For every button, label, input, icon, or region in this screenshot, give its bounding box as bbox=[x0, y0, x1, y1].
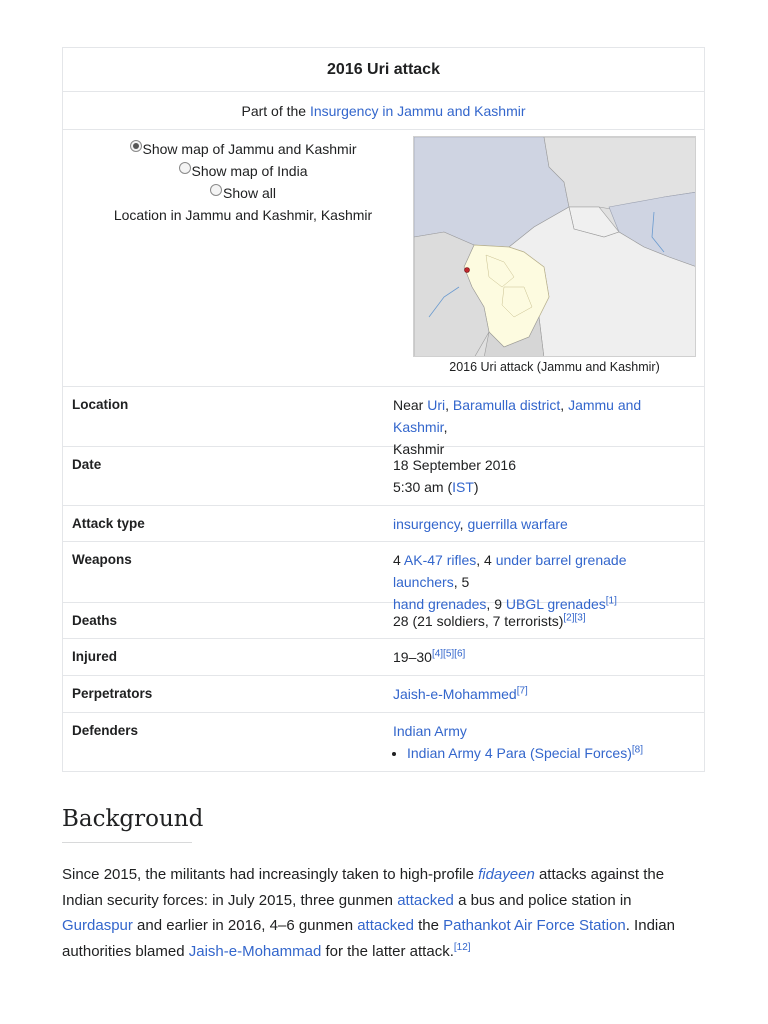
weapons-label: Weapons bbox=[72, 552, 132, 567]
weapon-count: 4 bbox=[393, 552, 404, 568]
deaths-text: 28 (21 soldiers, 7 terrorists) bbox=[393, 613, 564, 629]
map-option-label: Show map of Jammu and Kashmir bbox=[142, 141, 357, 157]
hand-grenades-link[interactable]: hand grenades bbox=[393, 596, 487, 612]
uri-link[interactable]: Uri bbox=[427, 397, 446, 413]
sep: , bbox=[459, 516, 468, 532]
baramulla-link[interactable]: Baramulla district bbox=[452, 397, 561, 413]
defenders-label: Defenders bbox=[72, 723, 139, 738]
date-line1: 18 September 2016 bbox=[393, 457, 516, 473]
sep: , bbox=[445, 397, 453, 413]
row-defenders bbox=[63, 713, 704, 771]
indian-army-link[interactable]: Indian Army bbox=[393, 723, 467, 739]
text: for the latter attack. bbox=[321, 942, 454, 960]
infobox-title: 2016 Uri attack bbox=[63, 48, 704, 92]
reference-link[interactable]: [2][3] bbox=[563, 612, 586, 624]
map-option-jk[interactable] bbox=[73, 138, 413, 160]
pathankot-link[interactable]: Pathankot Air Force Station bbox=[443, 917, 626, 934]
date-value bbox=[384, 444, 704, 505]
attack-type-label: Attack type bbox=[72, 516, 145, 531]
weapon-count: , 4 bbox=[476, 552, 496, 568]
map-option-label: Show all bbox=[223, 185, 276, 201]
text: the bbox=[413, 917, 444, 934]
injured-text: 19–30 bbox=[393, 649, 432, 665]
section-heading: Background bbox=[62, 806, 192, 843]
jaish-link[interactable]: Jaish-e-Mohammed bbox=[393, 686, 517, 702]
ak47-link[interactable]: AK-47 rifles bbox=[403, 552, 477, 568]
attacked-link-1[interactable]: attacked bbox=[397, 891, 454, 909]
reference-link[interactable]: [4][5][6] bbox=[431, 648, 466, 660]
row-injured bbox=[63, 639, 704, 676]
weapons-value bbox=[384, 539, 704, 612]
location-label: Location bbox=[72, 397, 129, 412]
deaths-label: Deaths bbox=[72, 613, 118, 628]
location-line2: Kashmir bbox=[393, 441, 445, 457]
background-paragraph bbox=[62, 862, 692, 964]
map-option-india[interactable] bbox=[73, 160, 413, 182]
deaths-value bbox=[384, 600, 704, 638]
injured-value bbox=[384, 636, 704, 675]
row-weapons bbox=[63, 542, 704, 612]
weapon-count: , 5 bbox=[453, 574, 470, 590]
weapon-count: , 9 bbox=[486, 596, 506, 612]
defenders-value bbox=[384, 710, 704, 771]
row-deaths bbox=[63, 603, 704, 639]
map-option-all[interactable] bbox=[73, 182, 413, 204]
map-caption: 2016 Uri attack (Jammu and Kashmir) bbox=[449, 360, 660, 374]
attacked-link-2[interactable]: attacked bbox=[357, 917, 414, 934]
radio-checked-icon[interactable] bbox=[130, 140, 142, 152]
perpetrators-label: Perpetrators bbox=[72, 686, 153, 701]
location-value bbox=[384, 384, 704, 457]
gurdaspur-link[interactable]: Gurdaspur bbox=[62, 917, 133, 934]
radio-unchecked-icon[interactable] bbox=[179, 162, 191, 174]
sep: , bbox=[560, 397, 569, 413]
reference-link[interactable]: [8] bbox=[631, 744, 643, 756]
ubgl-grenades-link[interactable]: UBGL grenades bbox=[505, 596, 606, 612]
row-location bbox=[63, 387, 704, 457]
sep: , bbox=[443, 419, 448, 435]
row-attack-type bbox=[63, 506, 704, 542]
text: . Indian authorities blamed bbox=[62, 917, 675, 960]
reference-link[interactable]: [1] bbox=[605, 595, 617, 607]
ubgl-launcher-link[interactable]: under barrel grenade launchers bbox=[393, 552, 627, 590]
time-prefix: 5:30 am ( bbox=[393, 479, 453, 495]
text: Since 2015, the militants had increasingly taken to high-profile bbox=[62, 866, 479, 883]
fidayeen-link[interactable]: fidayeen bbox=[478, 866, 535, 883]
location-prefix: Near bbox=[393, 397, 428, 413]
guerrilla-link[interactable]: guerrilla warfare bbox=[467, 516, 568, 532]
text: attacks against the Indian security forces: in July 2015, three gunmen bbox=[62, 866, 665, 909]
kashmir-map-image[interactable] bbox=[413, 136, 696, 357]
defenders-list bbox=[393, 742, 694, 764]
jaish-mohammad-link[interactable]: Jaish-e-Mohammad bbox=[188, 942, 322, 960]
infobox bbox=[62, 47, 705, 772]
row-date bbox=[63, 447, 704, 506]
map-graphic bbox=[414, 137, 696, 357]
reference-link[interactable]: [12] bbox=[453, 941, 471, 953]
ist-link[interactable]: IST bbox=[452, 479, 474, 495]
location-map-section bbox=[63, 130, 704, 387]
date-label: Date bbox=[72, 457, 102, 472]
radio-unchecked-icon[interactable] bbox=[210, 184, 222, 196]
reference-link[interactable]: [7] bbox=[516, 685, 528, 697]
insurgency-type-link[interactable]: insurgency bbox=[393, 516, 460, 532]
map-controls bbox=[73, 138, 413, 226]
para-sf-link[interactable]: Indian Army 4 Para (Special Forces) bbox=[407, 745, 632, 761]
time-suffix: ) bbox=[473, 479, 479, 495]
map-option-label: Show map of India bbox=[191, 163, 308, 179]
map-location-text: Location in Jammu and Kashmir, Kashmir bbox=[113, 207, 373, 223]
text: a bus and police station in bbox=[453, 891, 632, 909]
text: and earlier in 2016, 4–6 gunmen bbox=[132, 917, 358, 934]
list-item bbox=[407, 742, 694, 764]
injured-label: Injured bbox=[72, 649, 118, 664]
row-perpetrators bbox=[63, 676, 704, 713]
perpetrators-value bbox=[384, 673, 704, 712]
subheader-prefix: Part of the bbox=[241, 102, 307, 119]
jammu-kashmir-link[interactable]: Jammu and Kashmir bbox=[393, 397, 642, 435]
insurgency-link[interactable]: Insurgency in Jammu and Kashmir bbox=[309, 102, 526, 119]
infobox-subheader bbox=[63, 92, 704, 130]
attack-type-value bbox=[384, 503, 704, 541]
